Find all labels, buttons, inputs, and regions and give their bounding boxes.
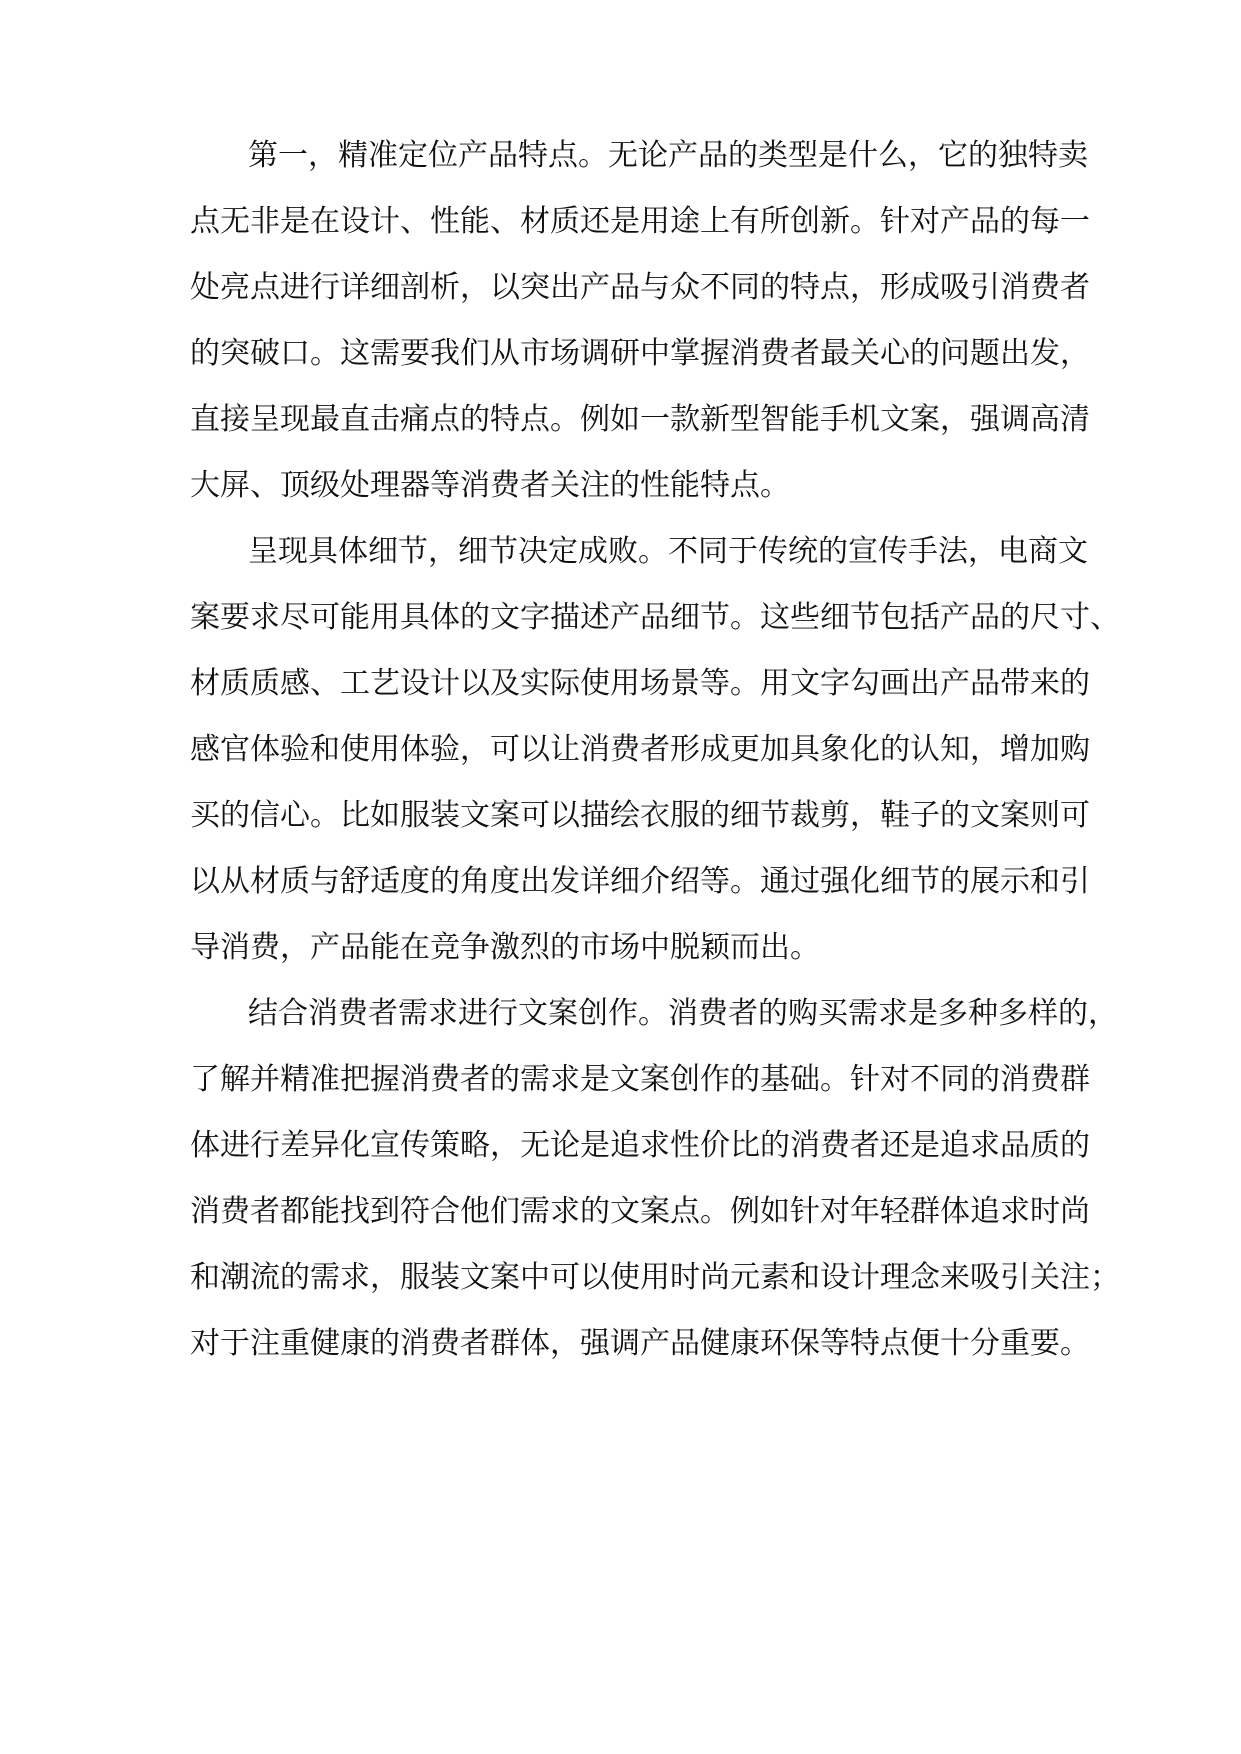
paragraph-2-line-6: 以从材质与舒适度的角度出发详细介绍等。通过强化细节的展示和引 bbox=[190, 864, 1090, 899]
paragraph-3-line-5: 和潮流的需求，服装文案中可以使用时尚元素和设计理念来吸引关注； bbox=[190, 1260, 1120, 1295]
paragraph-3-line-3: 体进行差异化宣传策略，无论是追求性价比的消费者还是追求品质的 bbox=[190, 1128, 1090, 1163]
paragraph-1-line-3: 处亮点进行详细剖析，以突出产品与众不同的特点，形成吸引消费者 bbox=[190, 270, 1090, 305]
paragraph-3-line-4: 消费者都能找到符合他们需求的文案点。例如针对年轻群体追求时尚 bbox=[190, 1194, 1090, 1229]
paragraph-3-line-1: 结合消费者需求进行文案创作。消费者的购买需求是多种多样的， bbox=[248, 996, 1118, 1031]
paragraph-1-line-2: 点无非是在设计、性能、材质还是用途上有所创新。针对产品的每一 bbox=[190, 204, 1090, 239]
paragraph-3-line-6: 对于注重健康的消费者群体，强调产品健康环保等特点便十分重要。 bbox=[190, 1326, 1090, 1361]
paragraph-3-line-2: 了解并精准把握消费者的需求是文案创作的基础。针对不同的消费群 bbox=[190, 1062, 1090, 1097]
paragraph-2-line-3: 材质质感、工艺设计以及实际使用场景等。用文字勾画出产品带来的 bbox=[190, 666, 1090, 701]
paragraph-2-line-2: 案要求尽可能用具体的文字描述产品细节。这些细节包括产品的尺寸、 bbox=[190, 600, 1120, 635]
paragraph-1-line-1: 第一，精准定位产品特点。无论产品的类型是什么，它的独特卖 bbox=[248, 138, 1088, 173]
paragraph-2-line-1: 呈现具体细节，细节决定成败。不同于传统的宣传手法，电商文 bbox=[248, 534, 1088, 569]
paragraph-2-line-4: 感官体验和使用体验，可以让消费者形成更加具象化的认知，增加购 bbox=[190, 732, 1090, 767]
paragraph-1-line-6: 大屏、顶级处理器等消费者关注的性能特点。 bbox=[190, 468, 790, 503]
paragraph-1-line-5: 直接呈现最直击痛点的特点。例如一款新型智能手机文案，强调高清 bbox=[190, 402, 1090, 437]
paragraph-1-line-4: 的突破口。这需要我们从市场调研中掌握消费者最关心的问题出发， bbox=[190, 336, 1090, 371]
paragraph-2-line-5: 买的信心。比如服装文案可以描绘衣服的细节裁剪，鞋子的文案则可 bbox=[190, 798, 1090, 833]
paragraph-2-line-7: 导消费，产品能在竞争激烈的市场中脱颖而出。 bbox=[190, 930, 820, 965]
